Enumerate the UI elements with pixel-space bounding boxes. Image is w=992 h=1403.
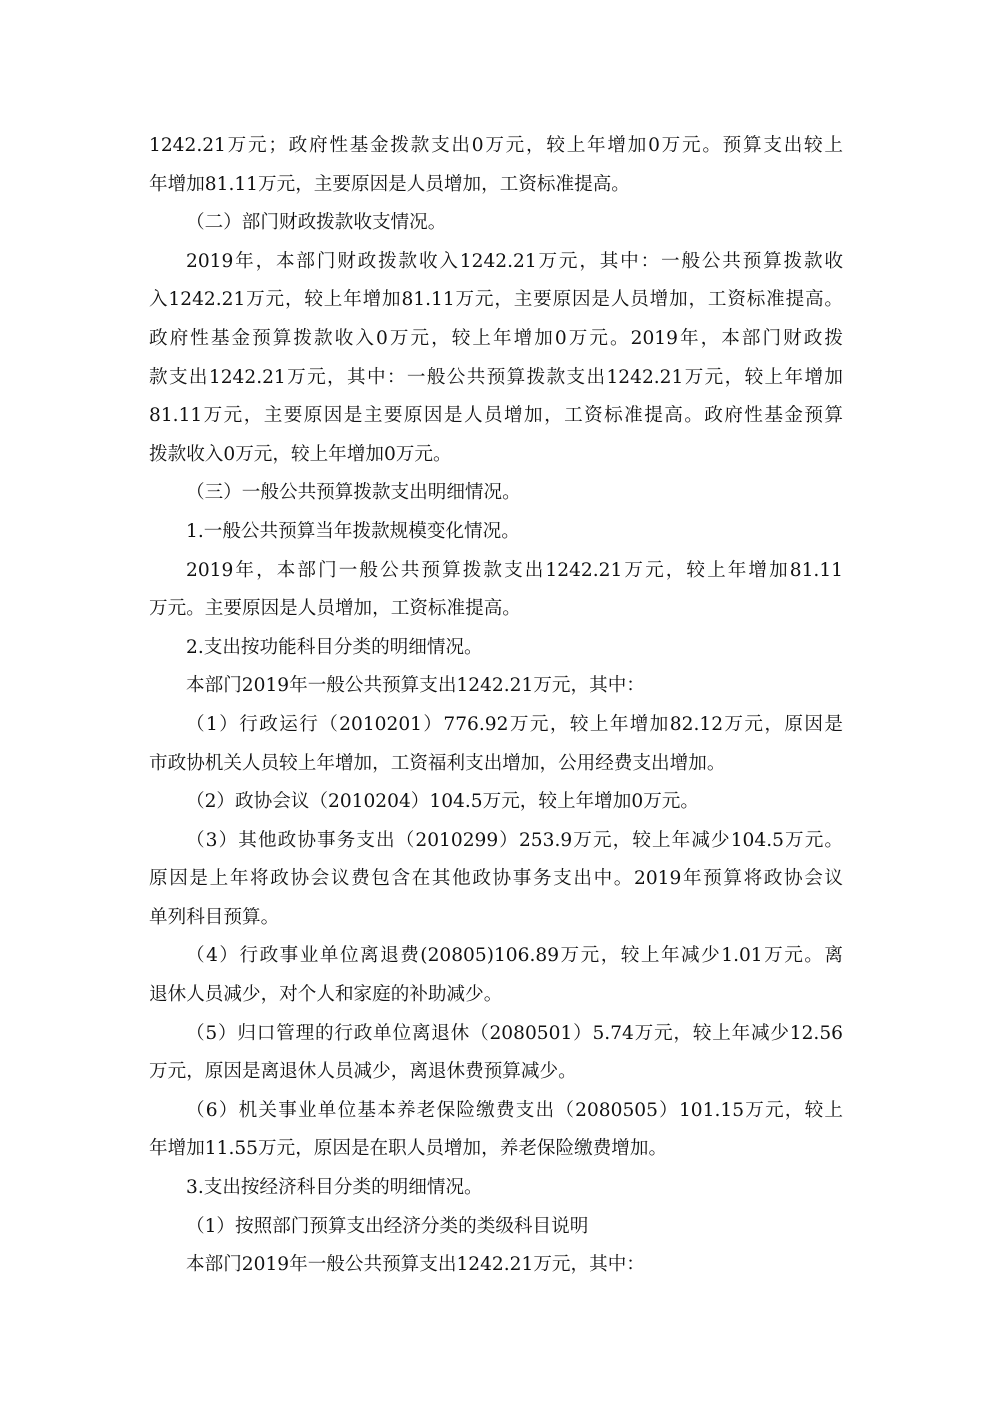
text-line: 万元。主要原因是人员增加，工资标准提高。 [149,598,521,620]
text-line: 原因是上年将政协会议费包含在其他政协事务支出中。2019年预算将政协会议 [149,868,843,890]
text-line: 政府性基金预算拨款收入0万元，较上年增加0万元。2019年，本部门财政拨 [149,327,843,349]
list-item-line: （1）按照部门预算支出经济分类的类级科目说明 [186,1215,589,1237]
text-line: 2019年，本部门财政拨款收入1242.21万元，其中：一般公共预算拨款收 [186,250,843,272]
text-line: 1242.21万元；政府性基金拨款支出0万元，较上年增加0万元。预算支出较上 [149,135,843,156]
text-line: 年增加11.55万元，原因是在职人员增加，养老保险缴费增加。 [149,1138,668,1160]
text-line: 本部门2019年一般公共预算支出1242.21万元，其中： [186,675,645,697]
text-line: 单列科目预算。 [149,906,280,928]
text-line: 款支出1242.21万元，其中：一般公共预算拨款支出1242.21万元，较上年增加 [149,366,843,388]
text-line: 81.11万元，主要原因是主要原因是人员增加，工资标准提高。政府性基金预算 [149,405,843,427]
document-body [149,127,843,1285]
list-item-line: （1）行政运行（2010201）776.92万元，较上年增加82.12万元，原因是 [186,713,843,735]
subsection-heading: 2.支出按功能科目分类的明细情况。 [186,636,483,658]
text-line: 入1242.21万元，较上年增加81.11万元，主要原因是人员增加，工资标准提高。 [149,289,843,311]
list-item-line: （6）机关事业单位基本养老保险缴费支出（2080505）101.15万元，较上 [186,1099,843,1121]
section-heading: （二）部门财政拨款收支情况。 [186,212,447,234]
text-line: 市政协机关人员较上年增加，工资福利支出增加，公用经费支出增加。 [149,752,726,774]
text-line: 万元，原因是离退休人员减少，离退休费预算减少。 [149,1061,577,1083]
text-line: 2019年，本部门一般公共预算拨款支出1242.21万元，较上年增加81.11 [186,559,843,581]
list-item-line: （2）政协会议（2010204）104.5万元，较上年增加0万元。 [186,791,699,813]
list-item-line: （5）归口管理的行政单位离退休（2080501）5.74万元，较上年减少12.56 [186,1022,843,1044]
list-item-line: （3）其他政协事务支出（2010299）253.9万元，较上年减少104.5万元。 [186,829,843,851]
list-item-line: （4）行政事业单位离退费(20805)106.89万元，较上年减少1.01万元。离 [186,945,843,967]
subsection-heading: 3.支出按经济科目分类的明细情况。 [186,1177,483,1199]
text-line: 本部门2019年一般公共预算支出1242.21万元，其中： [186,1254,645,1276]
section-heading: （三）一般公共预算拨款支出明细情况。 [186,482,521,504]
text-line: 年增加81.11万元，主要原因是人员增加，工资标准提高。 [149,173,630,195]
subsection-heading: 1.一般公共预算当年拨款规模变化情况。 [186,520,520,542]
text-line: 拨款收入0万元，较上年增加0万元。 [149,443,452,465]
text-line: 退休人员减少，对个人和家庭的补助减少。 [149,984,503,1006]
